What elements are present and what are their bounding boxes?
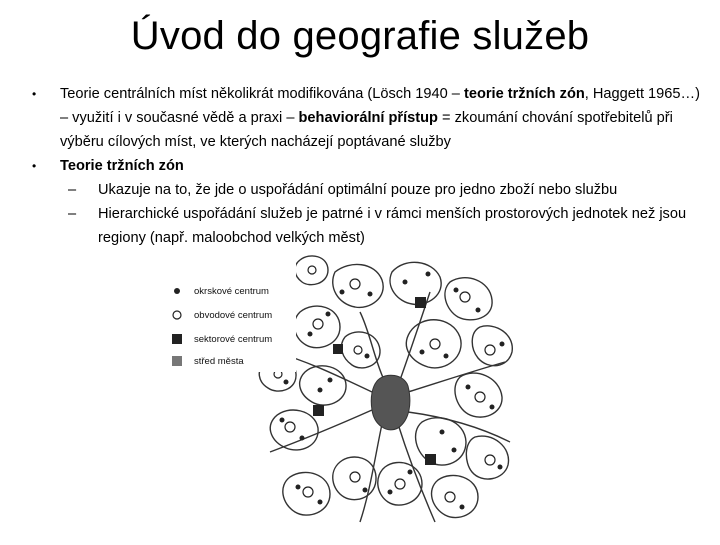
sub-item-1	[30, 178, 710, 202]
bullet-list	[30, 82, 710, 250]
bullet-marker: •	[32, 159, 37, 173]
city-center-shape	[371, 375, 410, 430]
bullet-marker: •	[32, 87, 37, 101]
legend-symbol-dot	[174, 288, 180, 294]
legend-label-obvodove: obvodové centrum	[194, 310, 273, 321]
market-zones-diagram	[160, 252, 530, 540]
legend-label-sektorove: sektorové centrum	[194, 334, 273, 345]
sub-marker: –	[68, 182, 77, 198]
legend-symbol-gray-square	[172, 356, 182, 366]
bullet-text-part: Teorie centrálních míst několikrát modifikována (Lösch 1940 –	[60, 86, 464, 102]
diagram-svg	[160, 252, 530, 540]
slide-title: Úvod do geografie služeb	[130, 14, 590, 58]
sub-marker: –	[68, 206, 77, 222]
bold-term-behavioral: behaviorální přístup	[298, 110, 438, 126]
bullet-heading: Teorie tržních zón	[60, 158, 184, 174]
legend-label-okrskove: okrskové centrum	[194, 286, 269, 297]
sub-item-2	[30, 202, 710, 250]
bullet-text-part: , Haggett 1965…) – využití i v současné vědě a praxi –	[60, 86, 700, 126]
bullet-item-2	[30, 154, 710, 178]
bullet-text-part: = zkoumání chování spotřebitelů při výběru cílových míst, ve kterých nacházejí poptávané služby	[60, 110, 673, 150]
sub-text: Ukazuje na to, že jde o uspořádání optimální pouze pro jedno zboží nebo službu	[98, 182, 618, 198]
bullet-item-1	[30, 82, 710, 154]
sub-text: Hierarchické uspořádání služeb je patrné i v rámci menších prostorových jednotek než jsou regiony (např. maloobchod velkých měst)	[98, 206, 687, 246]
legend-symbol-circle	[173, 311, 181, 319]
legend-symbol-black-square	[172, 334, 182, 344]
legend-label-stred: střed města	[194, 356, 244, 367]
bold-term-market-zones: teorie tržních zón	[463, 86, 585, 102]
